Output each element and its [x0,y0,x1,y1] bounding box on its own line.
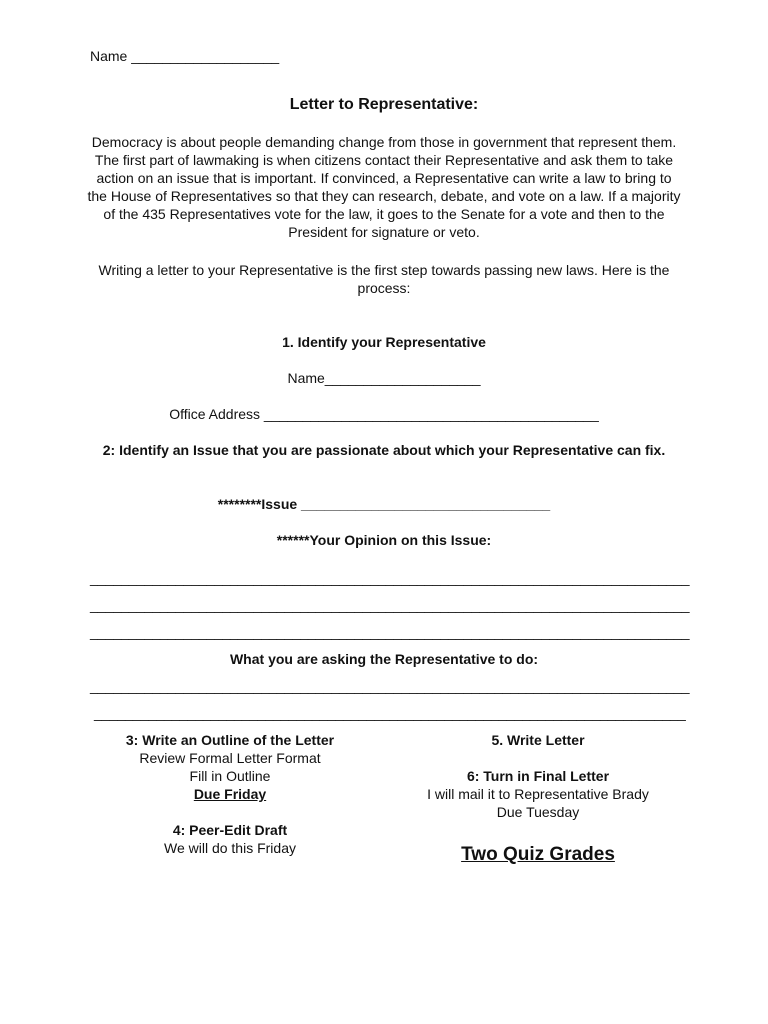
opinion-line-2: _____________________________________________________________________________ [90,597,690,613]
step3-due-text: Due Friday [193,786,267,802]
ask-line-1: _____________________________________________________________________________ [90,678,690,694]
step4-heading: 4: Peer-Edit Draft [172,822,288,838]
step6-line-1: I will mail it to Representative Brady [427,786,649,802]
step3-line-1: Review Formal Letter Format [139,750,321,766]
student-name-line: Name ___________________ [90,48,280,64]
step3-due [80,785,380,803]
step6-line-2: Due Tuesday [496,804,580,820]
quiz-grades-text: Two Quiz Grades [461,844,615,865]
opinion-heading: ******Your Opinion on this Issue: [276,532,492,548]
step5-heading: 5. Write Letter [491,732,585,748]
step2-heading: 2: Identify an Issue that you are passionate about which your Representative can fix. [102,442,666,458]
page-title: Letter to Representative: [289,96,479,113]
quiz-grades-note [388,846,688,864]
step4-line-1: We will do this Friday [163,840,296,856]
step6-heading: 6: Turn in Final Letter [466,768,610,784]
ask-heading: What you are asking the Representative to do: [229,651,539,667]
representative-name-line: Name____________________ [287,370,481,386]
ask-line-2: ____________________________________________________________________________ [94,705,686,721]
intro-paragraph: Democracy is about people demanding change from those in government that represent them. The first part of lawmaking is when citizens contact their Representative and ask them to take action on an issue that is important. If convinced, a Representative can write a law to bring to the House of Representatives so that they can research, debate, and vote on a law. If a majority of the 435 Representatives vote for the law, it goes to the Senate for a vote and then to the President for signature or veto. [87,134,681,240]
step3-heading: 3: Write an Outline of the Letter [125,732,335,748]
step3-line-2: Fill in Outline [189,768,271,784]
opinion-line-3: _____________________________________________________________________________ [90,624,690,640]
office-address-line: Office Address ___________________________________________ [169,406,599,422]
issue-line [0,495,768,513]
step1-heading: 1. Identify your Representative [282,334,486,350]
process-paragraph: Writing a letter to your Representative is the first step towards passing new laws. Here is the process: [98,262,670,296]
opinion-line-1: _____________________________________________________________________________ [90,570,690,586]
issue-line-text: ********Issue ________________________________ [217,496,551,512]
